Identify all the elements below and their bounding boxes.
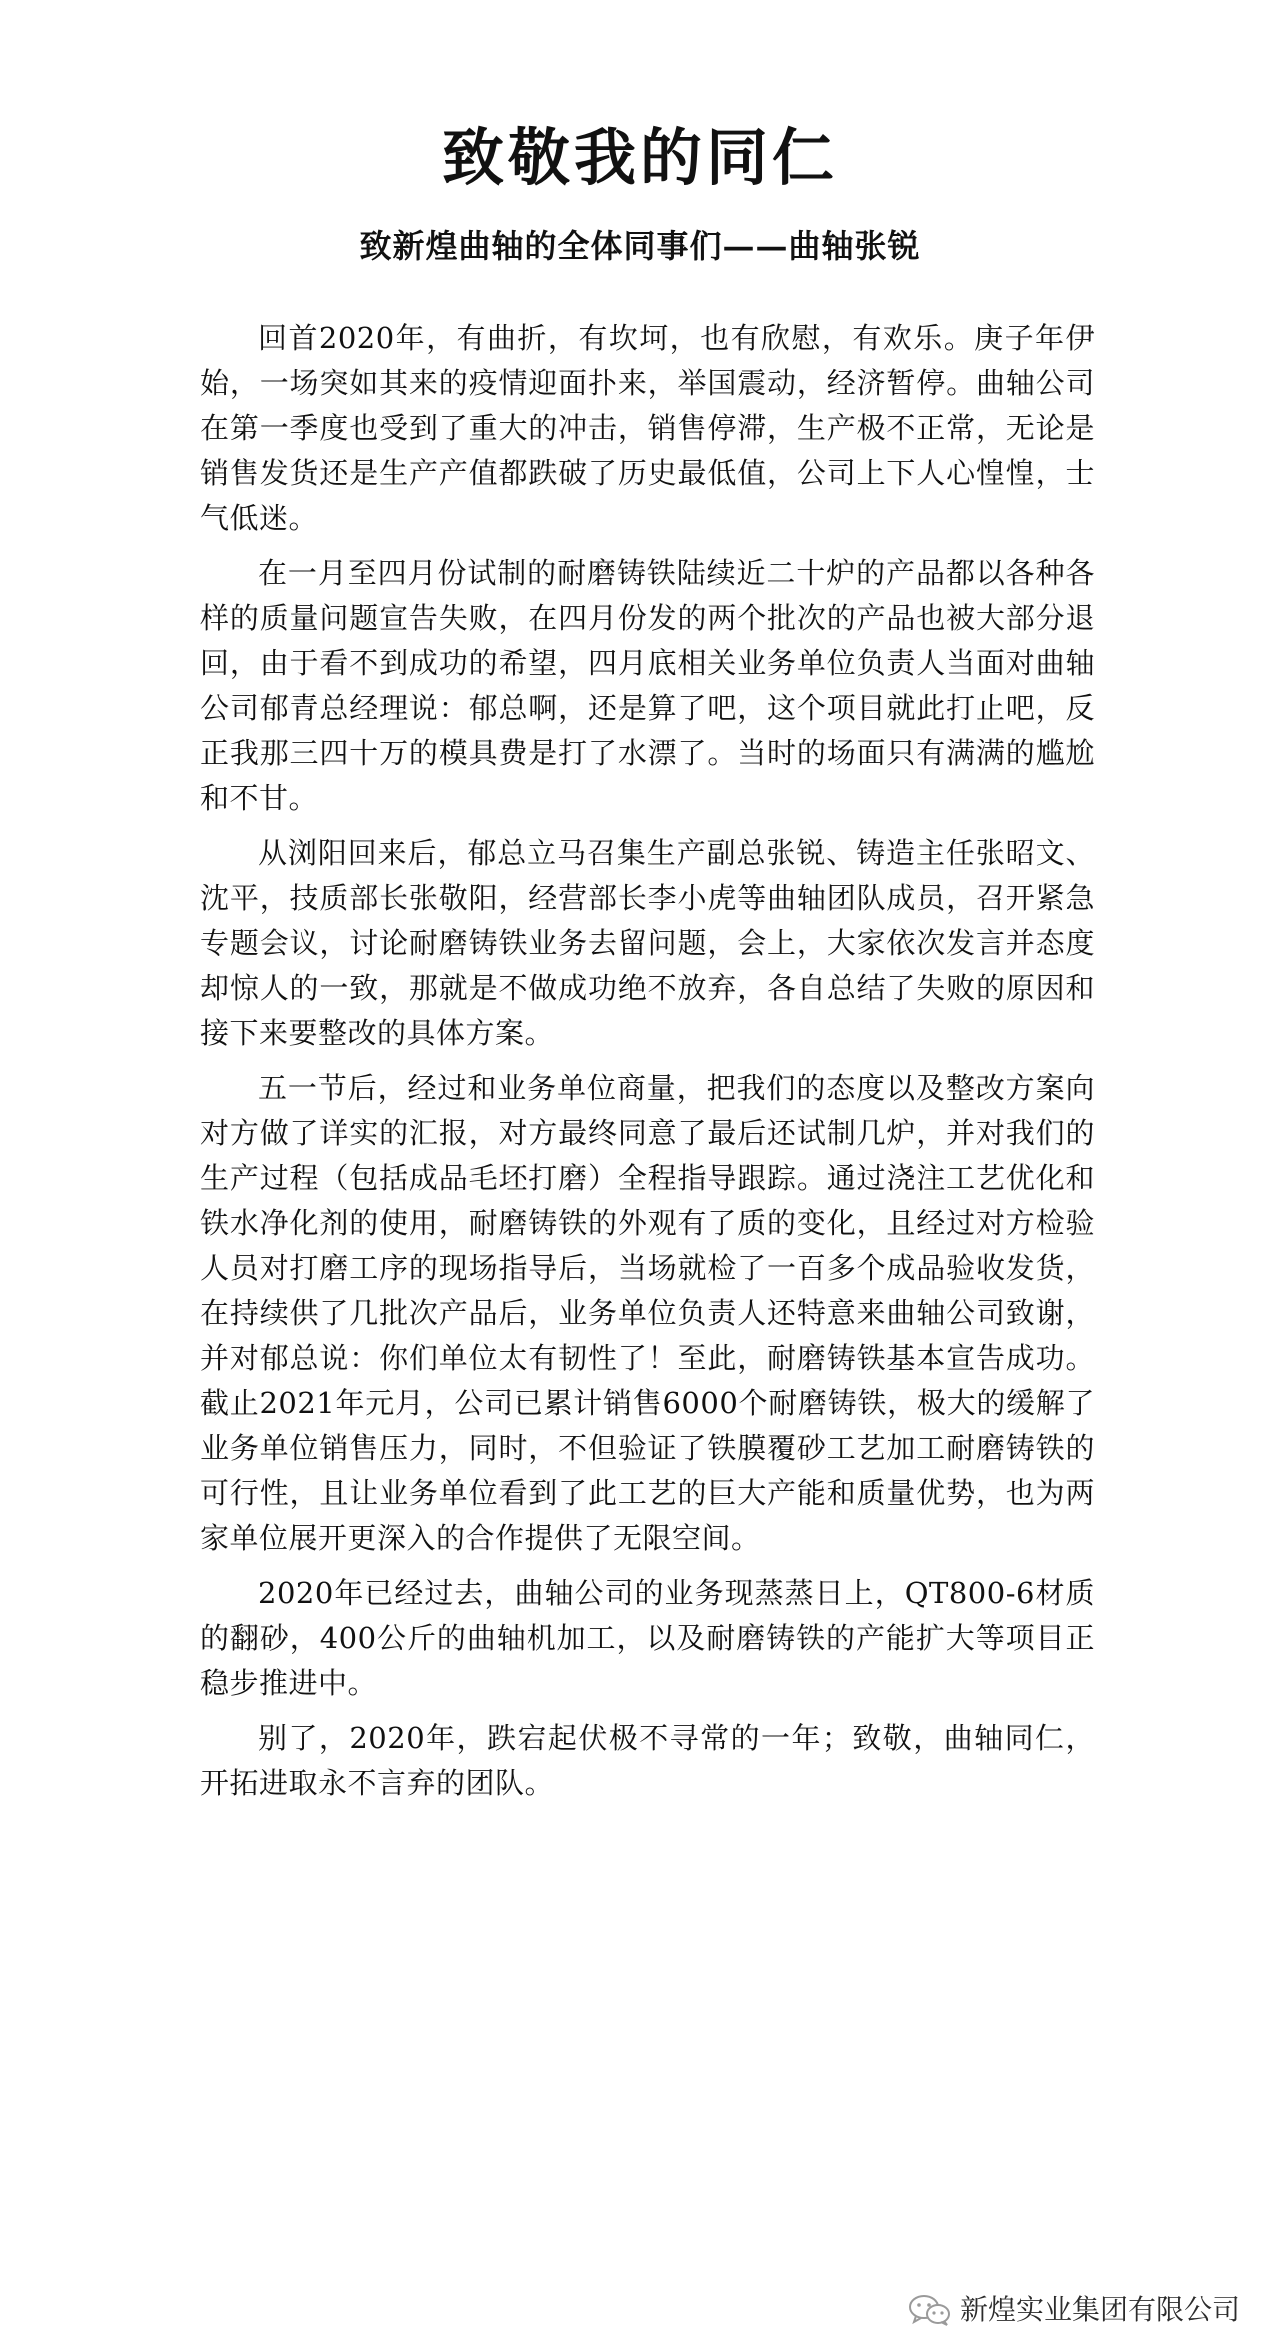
- source-watermark: [908, 2292, 1240, 2328]
- wechat-icon: [908, 2294, 952, 2326]
- paragraph: 别了，2020年，跌宕起伏极不寻常的一年；致敬，曲轴同仁，开拓进取永不言弃的团队。: [200, 1721, 1095, 1800]
- page-subtitle: 致新煌曲轴的全体同事们——曲轴张锐: [359, 227, 921, 265]
- paragraph: 回首2020年，有曲折，有坎坷，也有欣慰，有欢乐。庚子年伊始，一场突如其来的疫情迎面扑来，举国震动，经济暂停。曲轴公司在第一季度也受到了重大的冲击，销售停滞，生产极不正常，无论是销售发货还是生产产值都跌破了历史最低值，公司上下人心惶惶，士气低迷。: [200, 321, 1095, 535]
- paragraph: 从浏阳回来后，郁总立马召集生产副总张锐、铸造主任张昭文、沈平，技质部长张敬阳，经营部长李小虎等曲轴团队成员，召开紧急专题会议，讨论耐磨铸铁业务去留问题，会上，大家依次发言并态度却惊人的一致，那就是不做成功绝不放弃，各自总结了失败的原因和接下来要整改的具体方案。: [200, 836, 1095, 1050]
- article-body: [200, 316, 1095, 1816]
- page-title: 致敬我的同仁: [441, 121, 838, 194]
- paragraph: 2020年已经过去，曲轴公司的业务现蒸蒸日上，QT800-6材质的翻砂，400公斤的曲轴机加工，以及耐磨铸铁的产能扩大等项目正稳步推进中。: [200, 1576, 1095, 1700]
- paragraph: 在一月至四月份试制的耐磨铸铁陆续近二十炉的产品都以各种各样的质量问题宣告失败，在四月份发的两个批次的产品也被大部分退回，由于看不到成功的希望，四月底相关业务单位负责人当面对曲轴公司郁青总经理说：郁总啊，还是算了吧，这个项目就此打止吧，反正我那三四十万的模具费是打了水漂了。当时的场面只有满满的尴尬和不甘。: [200, 556, 1095, 815]
- watermark-text: 新煌实业集团有限公司: [959, 2293, 1240, 2326]
- paragraph: 五一节后，经过和业务单位商量，把我们的态度以及整改方案向对方做了详实的汇报，对方最终同意了最后还试制几炉，并对我们的生产过程（包括成品毛坯打磨）全程指导跟踪。通过浇注工艺优化和铁水净化剂的使用，耐磨铸铁的外观有了质的变化，且经过对方检验人员对打磨工序的现场指导后，当场就检了一百多个成品验收发货，在持续供了几批次产品后，业务单位负责人还特意来曲轴公司致谢，并对郁总说：你们单位太有韧性了！至此，耐磨铸铁基本宣告成功。截止2021年元月，公司已累计销售6000个耐磨铸铁，极大的缓解了业务单位销售压力，同时，不但验证了铁膜覆砂工艺加工耐磨铸铁的可行性，且让业务单位看到了此工艺的巨大产能和质量优势，也为两家单位展开更深入的合作提供了无限空间。: [200, 1071, 1095, 1555]
